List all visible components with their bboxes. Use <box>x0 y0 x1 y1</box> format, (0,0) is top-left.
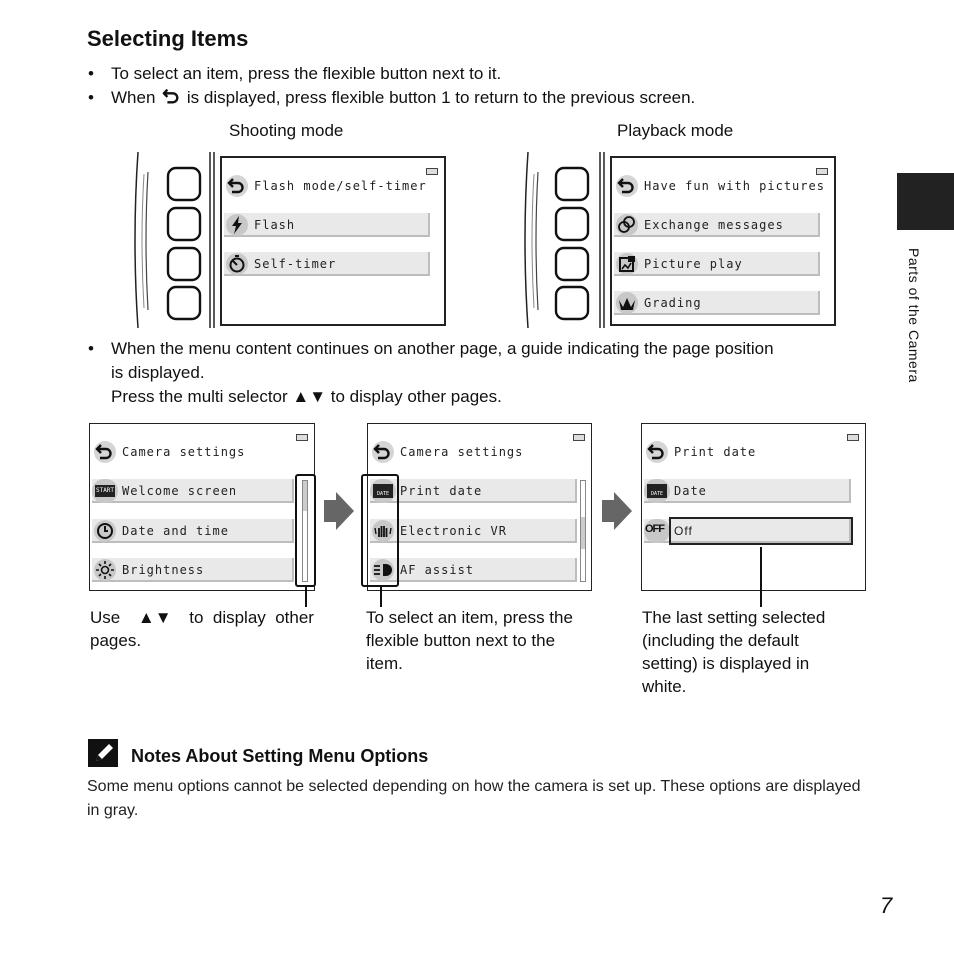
note-body: Some menu options cannot be selected depending on how the camera is set up. These options are displayed in gray. <box>87 778 861 819</box>
back-icon <box>162 87 180 105</box>
back-icon <box>224 174 250 198</box>
menu-row-label: Off <box>674 524 693 538</box>
off-icon <box>644 519 670 543</box>
camera-flexible-buttons-right <box>518 150 610 330</box>
flexible-button-1 <box>168 168 200 200</box>
bullet-text-line2: is displayed. <box>111 363 205 382</box>
playback-menu-screen <box>610 156 836 326</box>
flexible-button-2 <box>168 208 200 240</box>
start-icon-text: START <box>95 485 115 497</box>
caption-line: To select an item, press the <box>366 608 573 627</box>
clock-icon <box>92 519 118 543</box>
menu-row-back[interactable] <box>224 174 430 198</box>
caption-line: The last setting selected <box>642 608 826 627</box>
flexible-button-3 <box>556 248 588 280</box>
bullet-text-line1: When the menu content continues on another page, a guide indicating the page position <box>111 339 774 358</box>
caption-last-setting <box>642 606 872 698</box>
selected-setting-box <box>669 517 853 545</box>
menu-row-print-date[interactable] <box>370 479 577 503</box>
caption-line: setting) is displayed in <box>642 654 810 673</box>
menu-row-label: Camera settings <box>400 445 524 459</box>
grading-icon <box>614 291 640 315</box>
caption-rest: to display other <box>189 608 314 627</box>
caption-line: white. <box>642 677 687 696</box>
flexible-button-2 <box>556 208 588 240</box>
exchange-messages-icon <box>614 213 640 237</box>
menu-row-label: Date <box>674 484 707 498</box>
bullet-text-post: is displayed, press flexible button 1 to return to the previous screen. <box>186 88 696 107</box>
battery-icon <box>573 434 585 441</box>
camera-settings-screen-2 <box>367 423 592 591</box>
callout-line <box>380 587 382 607</box>
note-title: Notes About Setting Menu Options <box>131 746 429 766</box>
caption-flexible-button <box>366 606 606 675</box>
shooting-mode-label: Shooting mode <box>229 121 344 140</box>
menu-row-brightness[interactable] <box>92 558 294 582</box>
menu-row-label: Print date <box>674 445 757 459</box>
print-date-screen <box>641 423 866 591</box>
back-icon <box>92 440 118 464</box>
camera-flexible-buttons-left <box>128 150 220 330</box>
menu-row-picture-play[interactable] <box>614 252 820 276</box>
note-pencil-icon <box>88 739 118 767</box>
menu-row-label: Self-timer <box>254 257 337 271</box>
menu-row-label: Welcome screen <box>122 484 238 498</box>
flash-icon <box>224 213 250 237</box>
bullet-text: To select an item, press the flexible button next to it. <box>111 64 502 83</box>
caption-line: item. <box>366 654 403 673</box>
menu-row-label: Electronic VR <box>400 524 507 538</box>
menu-row-label: Grading <box>644 296 702 310</box>
menu-row-label: Flash mode/self-timer <box>254 179 427 193</box>
chapter-tab[interactable] <box>897 173 954 230</box>
menu-row-electronic-vr[interactable] <box>370 519 577 543</box>
menu-row-back[interactable] <box>644 440 851 464</box>
flexible-button-4 <box>556 287 588 319</box>
flexible-button-1 <box>556 168 588 200</box>
menu-row-grading[interactable] <box>614 291 820 315</box>
menu-row-back[interactable] <box>92 440 294 464</box>
bullet-text-pre: When <box>111 88 156 107</box>
menu-row-label: Picture play <box>644 257 743 271</box>
menu-row-self-timer[interactable] <box>224 252 430 276</box>
callout-line <box>305 587 307 607</box>
bullet-text-line3: Press the multi selector ▲▼ to display other pages. <box>111 387 502 406</box>
chapter-tab-label: Parts of the Camera <box>906 248 922 383</box>
menu-row-label: Flash <box>254 218 296 232</box>
date-icon <box>644 479 670 503</box>
callout-line <box>760 547 762 607</box>
caption-line: flexible button next to the <box>366 631 556 650</box>
menu-row-date-time[interactable] <box>92 519 294 543</box>
menu-row-back[interactable] <box>370 440 571 464</box>
caption-scroll <box>90 606 314 652</box>
caption-line2: pages. <box>90 631 142 650</box>
off-icon-text: OFF <box>645 523 664 535</box>
caption-arrows: ▲▼ <box>137 608 172 627</box>
scroll-thumb[interactable] <box>581 517 585 549</box>
playback-mode-label: Playback mode <box>617 121 734 140</box>
menu-row-label: Brightness <box>122 563 205 577</box>
back-icon <box>370 440 396 464</box>
bullet-dot: • <box>88 64 94 83</box>
menu-row-af-assist[interactable] <box>370 558 577 582</box>
menu-row-label: Camera settings <box>122 445 246 459</box>
scrollbar-highlight <box>295 474 316 587</box>
menu-row-label: Print date <box>400 484 483 498</box>
menu-row-exchange-messages[interactable] <box>614 213 820 237</box>
start-icon <box>92 479 118 503</box>
back-icon <box>614 174 640 198</box>
menu-row-welcome-screen[interactable] <box>92 479 294 503</box>
bullet-dot: • <box>88 88 94 107</box>
menu-row-flash[interactable] <box>224 213 430 237</box>
date-icon-text: DATE <box>647 484 667 498</box>
next-arrow-icon <box>600 490 634 532</box>
page-scrollbar[interactable] <box>580 480 586 582</box>
date-icon-text: DATE <box>373 484 393 498</box>
flexible-button-4 <box>168 287 200 319</box>
menu-row-label: Exchange messages <box>644 218 784 232</box>
caption-line: (including the default <box>642 631 799 650</box>
menu-row-date[interactable] <box>644 479 851 503</box>
brightness-icon <box>92 558 118 582</box>
caption-word: Use <box>90 608 121 627</box>
next-arrow-icon <box>322 490 356 532</box>
section-title: Selecting Items <box>87 26 249 51</box>
menu-row-label: Date and time <box>122 524 229 538</box>
shooting-menu-screen <box>220 156 446 326</box>
menu-row-label: AF assist <box>400 563 475 577</box>
bullet-dot: • <box>88 339 94 358</box>
bullet-text <box>111 86 695 110</box>
picture-play-icon <box>614 252 640 276</box>
page-number: 7 <box>880 893 893 918</box>
flexible-button-3 <box>168 248 200 280</box>
battery-icon <box>296 434 308 441</box>
camera-settings-screen-1 <box>89 423 315 591</box>
self-timer-icon <box>224 252 250 276</box>
flexible-button-highlight <box>361 474 399 587</box>
menu-row-label: Have fun with pictures <box>644 179 825 193</box>
menu-row-back[interactable] <box>614 174 825 198</box>
back-icon <box>644 440 670 464</box>
